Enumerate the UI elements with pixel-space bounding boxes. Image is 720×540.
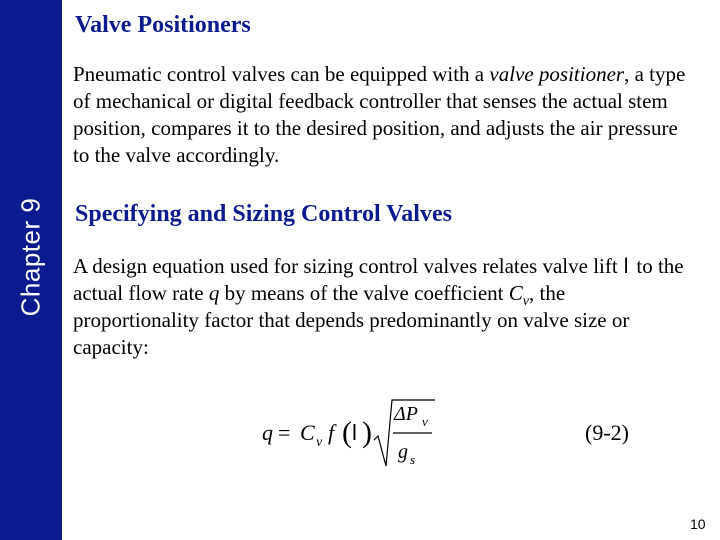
variable-q: q bbox=[208, 281, 220, 305]
eq-delta-P: ΔP bbox=[394, 403, 418, 425]
text-run: by means of the valve coefficient bbox=[219, 281, 509, 305]
sizing-paragraph bbox=[73, 253, 693, 361]
chapter-sidebar bbox=[0, 0, 62, 540]
eq-right-paren: ) bbox=[362, 416, 372, 449]
eq-arg: l bbox=[352, 420, 357, 445]
page-number: 10 bbox=[690, 516, 706, 532]
text-run: , a type of mechanical or digital feedback controller that senses the actual stem position, compares it to the desired position, and adjusts the air pressure to the valve accordingly. bbox=[73, 62, 686, 167]
chapter-label: Chapter 9 bbox=[15, 197, 46, 317]
text-run: A design equation used for sizing control valves relates valve lift bbox=[73, 254, 618, 278]
eq-equals: = bbox=[278, 420, 291, 445]
equation-9-2 bbox=[260, 396, 600, 476]
eq-sub-v2: v bbox=[422, 414, 428, 429]
lift-symbol: l bbox=[623, 255, 629, 278]
eq-sub-s: s bbox=[410, 452, 416, 467]
variable-subscript-v: v bbox=[522, 294, 529, 310]
section-heading-valve-positioners: Valve Positioners bbox=[75, 12, 251, 38]
eq-f: f bbox=[328, 420, 335, 445]
equation-number: (9-2) bbox=[585, 420, 629, 445]
text-run: to the actual flow rate bbox=[73, 254, 684, 305]
eq-q: q bbox=[262, 420, 273, 445]
eq-sub-v: v bbox=[316, 435, 323, 450]
eq-g: g bbox=[398, 441, 408, 463]
text-run: Pneumatic control valves can be equipped with a bbox=[73, 62, 490, 86]
eq-C: C bbox=[300, 420, 315, 445]
valve-positioners-paragraph bbox=[73, 61, 693, 169]
eq-left-paren: ( bbox=[342, 416, 352, 449]
variable-C: C bbox=[508, 281, 523, 305]
italic-term: valve positioner bbox=[489, 62, 625, 86]
text-run: , the proportionality factor that depends predominantly on valve size or capacity: bbox=[73, 281, 630, 359]
section-heading-sizing: Specifying and Sizing Control Valves bbox=[75, 201, 452, 227]
